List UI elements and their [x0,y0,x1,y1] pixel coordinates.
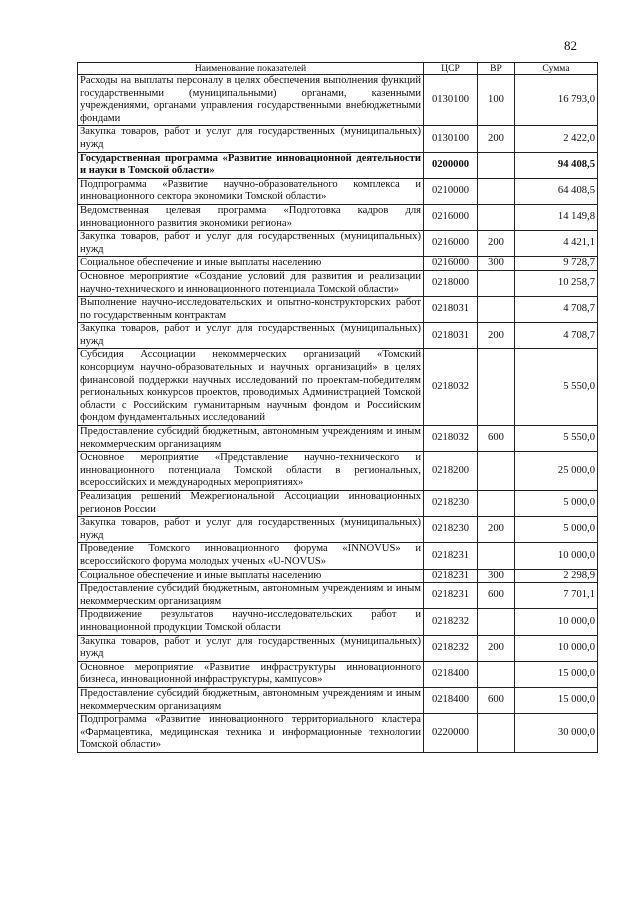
row-vr [478,609,515,635]
row-sum: 16 793,0 [515,75,598,126]
row-code: 0218400 [424,661,478,687]
row-code: 0218000 [424,270,478,296]
row-vr [478,204,515,230]
table-row [78,452,598,491]
row-sum: 10 000,0 [515,635,598,661]
row-name: Предоставление субсидий бюджетным, автономным учреждениям и иным некоммерческим организациям [78,687,424,713]
row-name: Закупка товаров, работ и услуг для государственных (муниципальных) нужд [78,231,424,257]
row-code: 0218230 [424,491,478,517]
table-row [78,661,598,687]
row-name: Предоставление субсидий бюджетным, автономным учреждениям и иным некоммерческим организациям [78,583,424,609]
table-row [78,270,598,296]
row-code: 0218031 [424,297,478,323]
row-name: Подпрограмма «Развитие научно-образовательного комплекса и инновационного сектора экономики Томской области» [78,178,424,204]
row-code: 0218232 [424,609,478,635]
row-vr [478,349,515,426]
table-row [78,583,598,609]
table-row [78,635,598,661]
row-name: Предоставление субсидий бюджетным, автономным учреждениям и иным некоммерческим организациям [78,426,424,452]
row-code: 0218031 [424,323,478,349]
row-name: Социальное обеспечение и иные выплаты населению [78,569,424,583]
row-vr [478,270,515,296]
row-sum: 14 149,8 [515,204,598,230]
row-vr [478,714,515,753]
row-sum: 9 728,7 [515,257,598,271]
row-vr: 200 [478,517,515,543]
row-code: 0218032 [424,349,478,426]
row-name: Основное мероприятие «Представление научно-технического и инновационного потенциала Томской области в региональных, всероссийских и международных мероприятиях» [78,452,424,491]
row-sum: 10 258,7 [515,270,598,296]
table-row [78,569,598,583]
row-vr: 300 [478,257,515,271]
page-number: 82 [564,38,577,53]
row-name: Расходы на выплаты персоналу в целях обеспечения выполнения функций государственными (муниципальными) органами, казенными учреждениями, органами управления государственными внебюджетными фондами [78,75,424,126]
row-sum: 2 422,0 [515,126,598,152]
row-sum: 25 000,0 [515,452,598,491]
table-row [78,75,598,126]
table-row [78,204,598,230]
row-vr: 200 [478,231,515,257]
row-code: 0130100 [424,75,478,126]
row-vr [478,491,515,517]
row-name: Закупка товаров, работ и услуг для государственных (муниципальных) нужд [78,323,424,349]
row-vr: 600 [478,426,515,452]
row-sum: 64 408,5 [515,178,598,204]
row-code: 0218032 [424,426,478,452]
row-name: Реализация решений Межрегиональной Ассоциации инновационных регионов России [78,491,424,517]
table-row [78,152,598,178]
row-code: 0216000 [424,257,478,271]
table-row [78,517,598,543]
row-vr [478,152,515,178]
row-name: Социальное обеспечение и иные выплаты населению [78,257,424,271]
row-name: Основное мероприятие «Создание условий для развития и реализации научно-технического и инновационного потенциала Томской области» [78,270,424,296]
row-name: Субсидия Ассоциации некоммерческих организаций «Томский консорциум научно-образовательных и научных организаций» в целях финансовой поддержки научных исследований по проектам-победителям региональных конкурсов проектов, проводимых Администрацией Томской области с Российским гуманитарным научным фондом и Российским фондом фундаментальных исследований [78,349,424,426]
row-vr: 200 [478,323,515,349]
row-code: 0216000 [424,231,478,257]
row-code: 0210000 [424,178,478,204]
row-vr [478,452,515,491]
row-sum: 4 708,7 [515,297,598,323]
table-row [78,491,598,517]
table-row [78,714,598,753]
row-sum: 30 000,0 [515,714,598,753]
row-sum: 5 000,0 [515,517,598,543]
row-vr: 300 [478,569,515,583]
row-code: 0218231 [424,543,478,569]
table-header [78,63,598,75]
table-body [78,75,598,753]
row-sum: 5 550,0 [515,426,598,452]
table-row [78,543,598,569]
row-name: Подпрограмма «Развитие инновационного территориального кластера «Фармацевтика, медицинская техника и информационные технологии Томской области» [78,714,424,753]
table-row [78,126,598,152]
header-vr: ВР [478,63,515,75]
row-code: 0218231 [424,569,478,583]
table-row [78,178,598,204]
row-name: Закупка товаров, работ и услуг для государственных (муниципальных) нужд [78,517,424,543]
row-sum: 15 000,0 [515,687,598,713]
row-code: 0218400 [424,687,478,713]
row-vr: 200 [478,126,515,152]
row-code: 0218231 [424,583,478,609]
row-vr: 200 [478,635,515,661]
row-code: 0130100 [424,126,478,152]
row-name: Продвижение результатов научно-исследовательских работ и инновационной продукции Томской области [78,609,424,635]
row-sum: 2 298,9 [515,569,598,583]
table-row [78,349,598,426]
row-vr: 100 [478,75,515,126]
row-vr [478,661,515,687]
row-sum: 7 701,1 [515,583,598,609]
table-row [78,323,598,349]
row-vr [478,178,515,204]
row-sum: 4 421,1 [515,231,598,257]
budget-table [77,62,598,753]
row-name: Ведомственная целевая программа «Подготовка кадров для инновационного развития экономики региона» [78,204,424,230]
table-row [78,297,598,323]
table-row [78,687,598,713]
row-name: Государственная программа «Развитие инновационной деятельности и науки в Томской области» [78,152,424,178]
row-sum: 10 000,0 [515,609,598,635]
row-vr [478,543,515,569]
row-code: 0218200 [424,452,478,491]
row-vr: 600 [478,583,515,609]
row-sum: 5 550,0 [515,349,598,426]
table-row [78,231,598,257]
row-code: 0218230 [424,517,478,543]
row-vr [478,297,515,323]
table-row [78,257,598,271]
row-sum: 10 000,0 [515,543,598,569]
row-sum: 4 708,7 [515,323,598,349]
row-sum: 94 408,5 [515,152,598,178]
header-sum: Сумма [515,63,598,75]
row-code: 0220000 [424,714,478,753]
row-name: Закупка товаров, работ и услуг для государственных (муниципальных) нужд [78,635,424,661]
row-code: 0216000 [424,204,478,230]
row-name: Выполнение научно-исследовательских и опытно-конструкторских работ по государственным контрактам [78,297,424,323]
row-vr: 600 [478,687,515,713]
row-sum: 5 000,0 [515,491,598,517]
table-row [78,609,598,635]
header-code: ЦСР [424,63,478,75]
row-name: Основное мероприятие «Развитие инфраструктуры инновационного бизнеса, инновационной инфраструктуры, кампусов» [78,661,424,687]
row-code: 0218232 [424,635,478,661]
table-row [78,426,598,452]
row-sum: 15 000,0 [515,661,598,687]
header-name: Наименование показателей [78,63,424,75]
row-code: 0200000 [424,152,478,178]
row-name: Закупка товаров, работ и услуг для государственных (муниципальных) нужд [78,126,424,152]
row-name: Проведение Томского инновационного форума «INNOVUS» и всероссийского форума молодых ученых «U-NOVUS» [78,543,424,569]
